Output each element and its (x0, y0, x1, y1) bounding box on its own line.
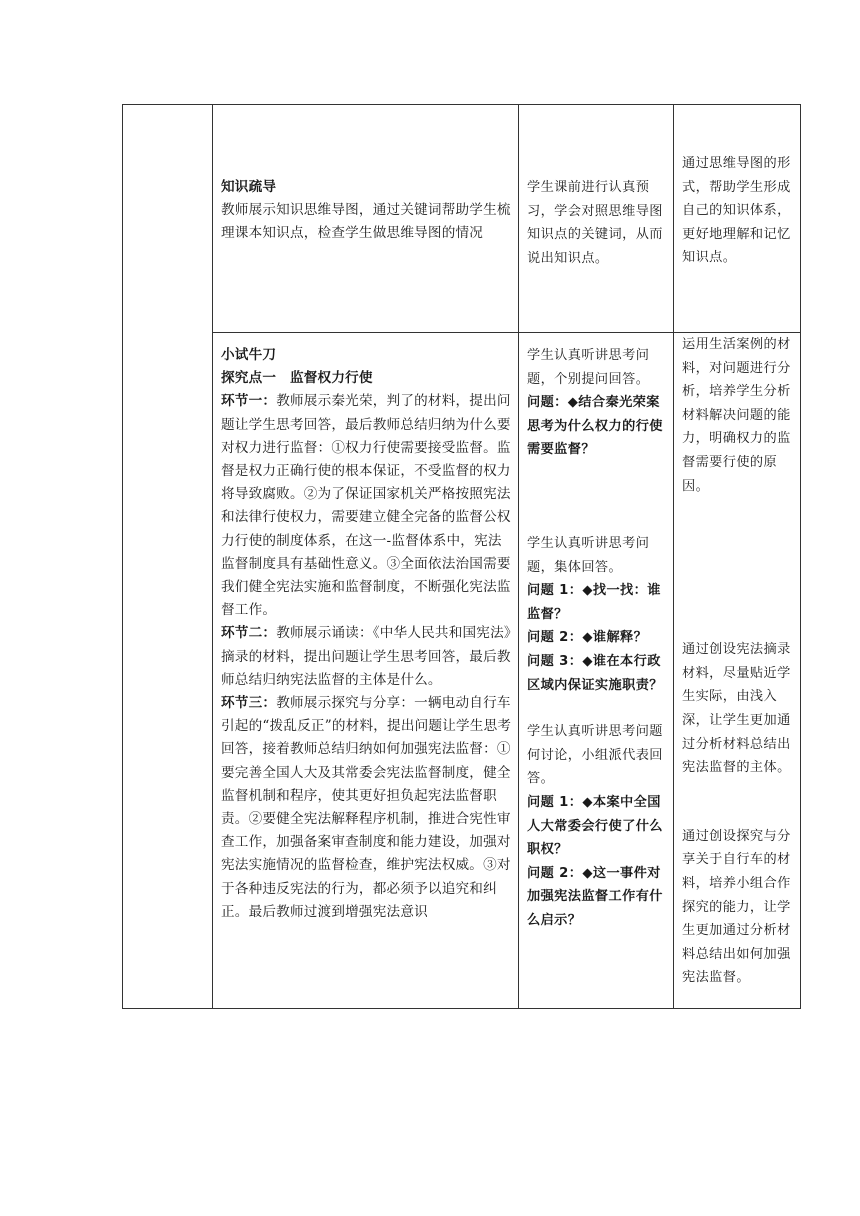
student-activity-text: 学生课前进行认真预习，学会对照思维导图知识点的关键词，从而说出知识点。 (527, 180, 663, 266)
segment-text: 教师展示秦光荣，判了的材料，提出问题让学生思考回答，最后教师总结归纳为什么要对权力进行监督：①权力行使需要接受监督。监督是权力正确行使的根本保证，不受监督的权力将导致腐败。②为了保证国家机关严格按照宪法和法律行使权力，需要建立健全完备的监督公权力行使的制度体系，在这一-监督体系中，宪法监督制度具有基础性意义。③全面依法治国需要我们健全宪法实施和监督制度，不断强化宪法监督工作。 (221, 393, 511, 619)
intent-text: 通过创设宪法摘录材料，尽量贴近学生实际，由浅入深，让学生更加通过分析材料总结出宪法监督的主体。 (682, 642, 791, 776)
question: 问题 3：◆谁在本行政区域内保证实施职责？ (527, 653, 663, 693)
content-cell (213, 105, 519, 333)
design-intent-cell (674, 105, 801, 333)
stage-cell (123, 105, 213, 1009)
segment-text: 教师展示诵读：《中华人民共和国宪法》摘录的材料，提出问题让学生思考回答，最后教师总结归纳宪法监督的主体是什么。 (221, 625, 511, 688)
design-intent-cell (674, 333, 801, 1009)
student-text: 学生认真听讲思考问题，集体回答。 (527, 535, 650, 575)
intent-text: 运用生活案例的材料，对问题进行分析，培养学生分析材料解决问题的能力，明确权力的监督需要行使的原因。 (682, 337, 791, 494)
section-subtitle: 探究点一 监督权力行使 (221, 370, 373, 387)
student-text: 学生认真听讲思考问题何讨论，小组派代表回答。 (527, 724, 663, 787)
segment-label: 环节三： (221, 695, 277, 712)
content-text: 教师展示知识思维导图，通过关键词帮助学生梳理课本知识点，检查学生做思维导图的情况 (221, 202, 511, 242)
table-row (123, 333, 801, 1009)
question: 问题 2：◆谁解释？ (527, 630, 648, 646)
section-title-practice: 小试牛刀 (221, 347, 277, 363)
question: 问题 2：◆这一事件对加强宪法监督工作有什么启示？ (527, 865, 663, 928)
lesson-plan-table (122, 104, 801, 1009)
question: 问题 1：◆找一找：谁监督？ (527, 583, 661, 622)
content-cell (213, 333, 519, 1009)
student-text: 学生认真听讲思考问题，个别提问回答。 (527, 348, 650, 387)
section-title-knowledge: 知识疏导 (221, 179, 277, 195)
question: 问题：◆结合秦光荣案思考为什么权力的行使需要监督？ (527, 395, 663, 458)
segment-1 (221, 390, 512, 622)
design-intent-text: 通过思维导图的形式，帮助学生形成自己的知识体系，更好地理解和记忆知识点。 (682, 156, 791, 266)
segment-text: 教师展示探究与分享：一辆电动自行车引起的“拨乱反正”的材料，提出问题让学生思考回答，接着教师总结归纳如何加强宪法监督：①要完善全国人大及其常委会宪法监督制度，健全监督机制和程序，使其更好担负起宪法监督职责。②要健全宪法解释程序机制，推进合宪性审查工作，加强备案审查制度和能力建设，加强对宪法实施情况的监督检查，维护宪法权威。③对于各种违反宪法的行为，都必须予以追究和纠正。最后教师过渡到增强宪法意识 (221, 695, 512, 920)
segment-label: 环节一： (221, 393, 277, 410)
segment-2 (221, 622, 512, 692)
question: 问题 1：◆本案中全国人大常委会行使了什么职权？ (527, 794, 663, 858)
segment-label: 环节二： (221, 625, 277, 642)
table-row (123, 105, 801, 333)
student-activity-cell (519, 333, 674, 1009)
student-activity-cell (519, 105, 674, 333)
segment-3 (221, 692, 512, 924)
intent-text: 通过创设探究与分享关于自行车的材料，培养小组合作探究的能力，让学生更加通过分析材料总结出如何加强宪法监督。 (682, 828, 791, 986)
